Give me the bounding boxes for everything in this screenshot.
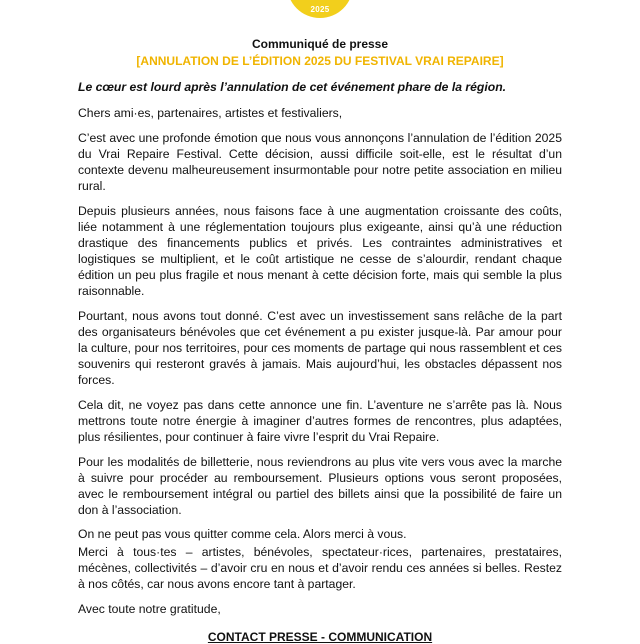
thanks-line: On ne peut pas vous quitter comme cela. Alors merci à vous. (78, 527, 407, 541)
festival-logo (287, 0, 353, 18)
logo-year: 2025 (310, 5, 330, 14)
paragraph-context: Depuis plusieurs années, nous faisons face à une augmentation croissante des coûts, liée notamment à une réglementation toujours plus exigeante, ainsi qu’à une réduction drastique des financements publics et privés. Les contraintes administratives et logistiques se multiplient, et le coût artistique ne cesse de s’alourdir, rendant chaque édition un peu plus fragile et nous menant à cette décision forte, mais qui semble la plus raisonnable. (78, 204, 562, 298)
document-type: Communiqué de presse (251, 37, 389, 51)
document-title: [ANNULATION DE L’ÉDITION 2025 DU FESTIVAL VRAI REPAIRE] (136, 54, 504, 68)
thanks-paragraph: Merci à tous·tes – artistes, bénévoles, spectateur·rices, partenaires, prestataires, mécènes, collectivités – d’avoir cru en nous et d’avoir rendu ces années si belles. Restez à nos côtés, car nous avons encore tant à partager. (78, 545, 562, 591)
paragraph-commitment: Pourtant, nous avons tout donné. C’est avec un investissement sans relâche de la part des organisateurs bénévoles que cet événement a pu exister jusque-là. Par amour pour la culture, pour nos territoires, pour ces moments de partage qui nous rassemblent et ces souvenirs qui resteront gravés à jamais. Mais aujourd’hui, les obstacles dépassent nos forces. (78, 309, 562, 387)
lead-sentence: Le cœur est lourd après l’annulation de cet événement phare de la région. (78, 80, 507, 94)
paragraph-future: Cela dit, ne voyez pas dans cette annonce une fin. L’aventure ne s’arrête pas là. Nous mettrons toute notre énergie à imaginer d’autres formes de rencontres, plus adaptées, plus résilientes, pour continuer à faire vivre l’esprit du Vrai Repaire. (78, 398, 562, 444)
greeting: Chers ami·es, partenaires, artistes et festivaliers, (78, 106, 343, 120)
paragraph-announcement: C’est avec une profonde émotion que nous vous annonçons l’annulation de l’édition 2025 du Vrai Repaire Festival. Cette décision, aussi difficile soit-elle, est le résultat d’un contexte devenu malheureusement insurmontable pour notre petite association en milieu rural. (78, 131, 562, 193)
press-release (78, 36, 562, 617)
paragraph-ticketing: Pour les modalités de billetterie, nous reviendrons au plus vite vers vous avec la marche à suivre pour procéder au remboursement. Plusieurs options vous seront proposées, avec le remboursement intégral ou partiel des billets ainsi que la possibilité de faire un don à l’association. (78, 455, 562, 517)
contact-heading: CONTACT PRESSE - COMMUNICATION (207, 630, 433, 644)
closing-line: Avec toute notre gratitude, (78, 602, 221, 616)
